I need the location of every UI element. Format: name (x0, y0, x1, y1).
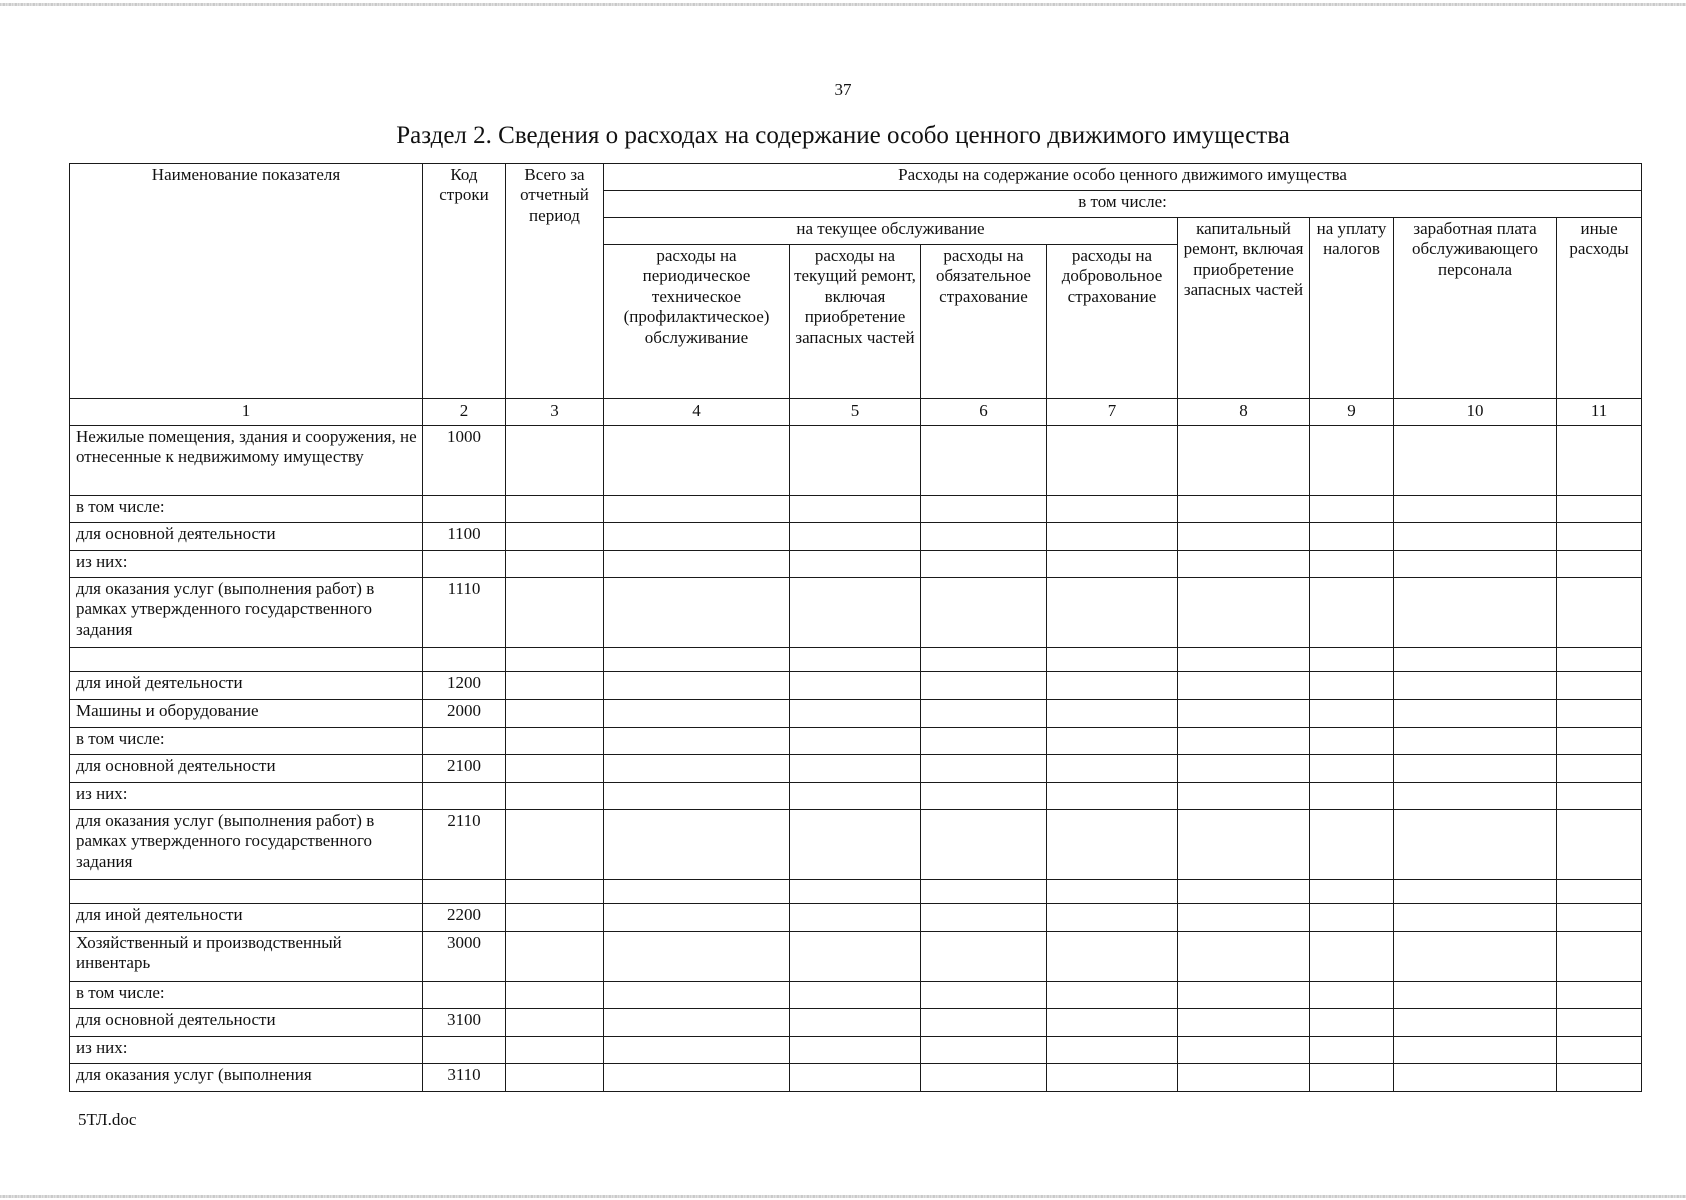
value-cell[interactable] (921, 648, 1047, 672)
value-cell[interactable] (790, 648, 921, 672)
table-row (70, 728, 1642, 755)
header-current-service: на текущее обслуживание (604, 218, 1178, 245)
value-cell[interactable] (1557, 783, 1642, 810)
value-cell[interactable] (1178, 755, 1310, 783)
value-cell[interactable] (790, 755, 921, 783)
value-cell[interactable] (1557, 1064, 1642, 1092)
value-cell[interactable] (1047, 523, 1178, 551)
value-cell[interactable] (1310, 700, 1394, 728)
indicator-name: Нежилые помещения, здания и сооружения, не отнесенные к недвижимому имуществу (70, 426, 423, 496)
indicator-name: для иной деятельности (70, 672, 423, 700)
value-cell[interactable] (1178, 672, 1310, 700)
table-row (70, 1064, 1642, 1092)
table-row (70, 810, 1642, 880)
value-cell[interactable] (506, 700, 604, 728)
value-cell[interactable] (1178, 810, 1310, 880)
value-cell[interactable] (1557, 982, 1642, 1009)
value-cell[interactable] (604, 1064, 790, 1092)
column-number: 5 (790, 399, 921, 426)
table-row (70, 672, 1642, 700)
value-cell[interactable] (604, 1009, 790, 1037)
header-col10: заработная плата обслуживающего персонала (1394, 218, 1557, 399)
column-number: 2 (423, 399, 506, 426)
indicator-name: из них: (70, 1037, 423, 1064)
value-cell[interactable] (1394, 728, 1557, 755)
value-cell[interactable] (1178, 1009, 1310, 1037)
value-cell[interactable] (1310, 648, 1394, 672)
scan-edge-bottom (0, 1195, 1686, 1198)
value-cell[interactable] (921, 932, 1047, 982)
value-cell[interactable] (1310, 755, 1394, 783)
value-cell[interactable] (921, 672, 1047, 700)
value-cell[interactable] (604, 426, 790, 496)
value-cell[interactable] (921, 496, 1047, 523)
indicator-name (70, 648, 423, 672)
value-cell[interactable] (921, 982, 1047, 1009)
row-code: 2000 (423, 700, 506, 728)
value-cell[interactable] (1178, 578, 1310, 648)
value-cell[interactable] (1557, 1009, 1642, 1037)
row-code (423, 1037, 506, 1064)
value-cell[interactable] (921, 523, 1047, 551)
indicator-name: из них: (70, 783, 423, 810)
value-cell[interactable] (1394, 880, 1557, 904)
column-number: 9 (1310, 399, 1394, 426)
value-cell[interactable] (1394, 523, 1557, 551)
table-row (70, 496, 1642, 523)
value-cell[interactable] (790, 578, 921, 648)
value-cell[interactable] (506, 932, 604, 982)
row-code (423, 728, 506, 755)
table-body (70, 426, 1642, 1092)
value-cell[interactable] (604, 672, 790, 700)
value-cell[interactable] (790, 1037, 921, 1064)
scan-edge-top (0, 3, 1686, 6)
value-cell[interactable] (506, 728, 604, 755)
column-number: 10 (1394, 399, 1557, 426)
value-cell[interactable] (921, 755, 1047, 783)
column-number: 8 (1178, 399, 1310, 426)
value-cell[interactable] (1394, 672, 1557, 700)
row-code: 1110 (423, 578, 506, 648)
indicator-name: для оказания услуг (выполнения работ) в рамках утвержденного государственного задания (70, 810, 423, 880)
value-cell[interactable] (1178, 982, 1310, 1009)
indicator-name: для иной деятельности (70, 904, 423, 932)
value-cell[interactable] (1047, 551, 1178, 578)
value-cell[interactable] (1394, 1064, 1557, 1092)
value-cell[interactable] (1557, 523, 1642, 551)
value-cell[interactable] (1047, 880, 1178, 904)
value-cell[interactable] (790, 932, 921, 982)
value-cell[interactable] (790, 700, 921, 728)
value-cell[interactable] (1557, 426, 1642, 496)
value-cell[interactable] (1310, 904, 1394, 932)
value-cell[interactable] (1557, 1037, 1642, 1064)
value-cell[interactable] (506, 672, 604, 700)
value-cell[interactable] (921, 728, 1047, 755)
value-cell[interactable] (1394, 904, 1557, 932)
value-cell[interactable] (506, 496, 604, 523)
value-cell[interactable] (1394, 1037, 1557, 1064)
row-code (423, 783, 506, 810)
value-cell[interactable] (921, 880, 1047, 904)
value-cell[interactable] (1557, 648, 1642, 672)
header-col8: капитальный ремонт, включая приобретение запасных частей (1178, 218, 1310, 399)
value-cell[interactable] (1047, 982, 1178, 1009)
value-cell[interactable] (1394, 700, 1557, 728)
table-row (70, 551, 1642, 578)
table-row (70, 880, 1642, 904)
row-code (423, 880, 506, 904)
indicator-name: для оказания услуг (выполнения работ) в рамках утвержденного государственного задания (70, 578, 423, 648)
value-cell[interactable] (1178, 523, 1310, 551)
value-cell[interactable] (790, 810, 921, 880)
value-cell[interactable] (506, 1009, 604, 1037)
value-cell[interactable] (1557, 496, 1642, 523)
value-cell[interactable] (1178, 1037, 1310, 1064)
indicator-name: для основной деятельности (70, 1009, 423, 1037)
value-cell[interactable] (1178, 932, 1310, 982)
value-cell[interactable] (604, 648, 790, 672)
expenses-table (69, 163, 1642, 1092)
value-cell[interactable] (921, 1064, 1047, 1092)
value-cell[interactable] (506, 755, 604, 783)
value-cell[interactable] (1310, 1009, 1394, 1037)
value-cell[interactable] (1047, 810, 1178, 880)
row-code: 1200 (423, 672, 506, 700)
table-row (70, 982, 1642, 1009)
value-cell[interactable] (1310, 496, 1394, 523)
value-cell[interactable] (790, 1064, 921, 1092)
value-cell[interactable] (1178, 496, 1310, 523)
indicator-name: для основной деятельности (70, 523, 423, 551)
value-cell[interactable] (1557, 672, 1642, 700)
value-cell[interactable] (1557, 551, 1642, 578)
table-row (70, 932, 1642, 982)
value-cell[interactable] (1394, 496, 1557, 523)
value-cell[interactable] (790, 1009, 921, 1037)
value-cell[interactable] (790, 523, 921, 551)
column-number: 3 (506, 399, 604, 426)
value-cell[interactable] (1047, 755, 1178, 783)
row-code: 2100 (423, 755, 506, 783)
column-number: 11 (1557, 399, 1642, 426)
value-cell[interactable] (1557, 932, 1642, 982)
value-cell[interactable] (921, 426, 1047, 496)
value-cell[interactable] (506, 904, 604, 932)
value-cell[interactable] (1178, 880, 1310, 904)
row-code: 2110 (423, 810, 506, 880)
value-cell[interactable] (1047, 426, 1178, 496)
value-cell[interactable] (1047, 932, 1178, 982)
value-cell[interactable] (1047, 904, 1178, 932)
value-cell[interactable] (1394, 578, 1557, 648)
value-cell[interactable] (604, 982, 790, 1009)
header-col11: иные расходы (1557, 218, 1642, 399)
value-cell[interactable] (921, 783, 1047, 810)
value-cell[interactable] (1557, 810, 1642, 880)
indicator-name: из них: (70, 551, 423, 578)
value-cell[interactable] (506, 578, 604, 648)
value-cell[interactable] (1394, 932, 1557, 982)
row-code: 2200 (423, 904, 506, 932)
value-cell[interactable] (1557, 578, 1642, 648)
column-number: 6 (921, 399, 1047, 426)
indicator-name: для оказания услуг (выполнения (70, 1064, 423, 1092)
value-cell[interactable] (790, 880, 921, 904)
indicator-name: в том числе: (70, 496, 423, 523)
value-cell[interactable] (1310, 982, 1394, 1009)
table-row (70, 904, 1642, 932)
value-cell[interactable] (921, 1009, 1047, 1037)
value-cell[interactable] (1394, 810, 1557, 880)
row-code: 3100 (423, 1009, 506, 1037)
value-cell[interactable] (1310, 1064, 1394, 1092)
value-cell[interactable] (921, 904, 1047, 932)
value-cell[interactable] (1394, 755, 1557, 783)
table-row (70, 523, 1642, 551)
value-cell[interactable] (604, 755, 790, 783)
value-cell[interactable] (1310, 728, 1394, 755)
value-cell[interactable] (604, 551, 790, 578)
value-cell[interactable] (506, 880, 604, 904)
value-cell[interactable] (1394, 1009, 1557, 1037)
value-cell[interactable] (921, 1037, 1047, 1064)
value-cell[interactable] (506, 551, 604, 578)
value-cell[interactable] (1310, 551, 1394, 578)
value-cell[interactable] (506, 810, 604, 880)
value-cell[interactable] (1310, 523, 1394, 551)
header-col5: расходы на текущий ремонт, включая приобретение запасных частей (790, 245, 921, 399)
value-cell[interactable] (506, 426, 604, 496)
row-code: 1000 (423, 426, 506, 496)
table-row (70, 700, 1642, 728)
value-cell[interactable] (1047, 672, 1178, 700)
value-cell[interactable] (1394, 982, 1557, 1009)
value-cell[interactable] (1310, 672, 1394, 700)
value-cell[interactable] (1047, 700, 1178, 728)
header-total: Всего за отчетный период (506, 164, 604, 399)
row-code (423, 982, 506, 1009)
value-cell[interactable] (1178, 1064, 1310, 1092)
value-cell[interactable] (1557, 880, 1642, 904)
value-cell[interactable] (790, 982, 921, 1009)
value-cell[interactable] (506, 783, 604, 810)
row-code: 1100 (423, 523, 506, 551)
value-cell[interactable] (1310, 578, 1394, 648)
value-cell[interactable] (1310, 783, 1394, 810)
value-cell[interactable] (506, 1037, 604, 1064)
value-cell[interactable] (604, 880, 790, 904)
value-cell[interactable] (1557, 700, 1642, 728)
header-including: в том числе: (604, 191, 1642, 218)
indicator-name: Машины и оборудование (70, 700, 423, 728)
value-cell[interactable] (921, 700, 1047, 728)
table-row (70, 1037, 1642, 1064)
value-cell[interactable] (1178, 904, 1310, 932)
indicator-name: в том числе: (70, 982, 423, 1009)
value-cell[interactable] (506, 982, 604, 1009)
value-cell[interactable] (604, 932, 790, 982)
value-cell[interactable] (790, 904, 921, 932)
value-cell[interactable] (1310, 1037, 1394, 1064)
table-row (70, 1009, 1642, 1037)
value-cell[interactable] (1047, 728, 1178, 755)
value-cell[interactable] (1310, 810, 1394, 880)
table-row (70, 578, 1642, 648)
value-cell[interactable] (790, 783, 921, 810)
column-number: 4 (604, 399, 790, 426)
value-cell[interactable] (1178, 728, 1310, 755)
header-expenses: Расходы на содержание особо ценного движимого имущества (604, 164, 1642, 191)
row-code (423, 648, 506, 672)
indicator-name: для основной деятельности (70, 755, 423, 783)
row-code (423, 496, 506, 523)
value-cell[interactable] (604, 810, 790, 880)
value-cell[interactable] (1310, 880, 1394, 904)
value-cell[interactable] (604, 904, 790, 932)
value-cell[interactable] (604, 496, 790, 523)
value-cell[interactable] (1047, 496, 1178, 523)
table-row (70, 426, 1642, 496)
header-code: Код строки (423, 164, 506, 399)
value-cell[interactable] (921, 551, 1047, 578)
value-cell[interactable] (506, 1064, 604, 1092)
value-cell[interactable] (1310, 932, 1394, 982)
value-cell[interactable] (604, 700, 790, 728)
indicator-name: Хозяйственный и производственный инвентарь (70, 932, 423, 982)
value-cell[interactable] (1394, 551, 1557, 578)
header-col9: на уплату налогов (1310, 218, 1394, 399)
value-cell[interactable] (506, 648, 604, 672)
header-name: Наименование показателя (70, 164, 423, 399)
section-title: Раздел 2. Сведения о расходах на содержание особо ценного движимого имущества (396, 122, 1290, 149)
value-cell[interactable] (1047, 783, 1178, 810)
value-cell[interactable] (604, 728, 790, 755)
table-row (70, 783, 1642, 810)
value-cell[interactable] (790, 551, 921, 578)
value-cell[interactable] (1557, 755, 1642, 783)
value-cell[interactable] (1178, 783, 1310, 810)
value-cell[interactable] (790, 426, 921, 496)
value-cell[interactable] (1047, 648, 1178, 672)
value-cell[interactable] (1310, 426, 1394, 496)
table-row (70, 648, 1642, 672)
value-cell[interactable] (1394, 648, 1557, 672)
indicator-name: в том числе: (70, 728, 423, 755)
value-cell[interactable] (1557, 728, 1642, 755)
value-cell[interactable] (604, 523, 790, 551)
value-cell[interactable] (1047, 1064, 1178, 1092)
column-number: 7 (1047, 399, 1178, 426)
value-cell[interactable] (790, 728, 921, 755)
value-cell[interactable] (1178, 648, 1310, 672)
row-code (423, 551, 506, 578)
page-number: 37 (834, 80, 852, 99)
value-cell[interactable] (604, 1037, 790, 1064)
value-cell[interactable] (1178, 700, 1310, 728)
value-cell[interactable] (1047, 1037, 1178, 1064)
row-code: 3110 (423, 1064, 506, 1092)
header-col7: расходы на добровольное страхование (1047, 245, 1178, 399)
indicator-name (70, 880, 423, 904)
header-col4: расходы на периодическое техническое (профилактическое) обслуживание (604, 245, 790, 399)
value-cell[interactable] (1178, 426, 1310, 496)
value-cell[interactable] (1178, 551, 1310, 578)
value-cell[interactable] (1394, 426, 1557, 496)
value-cell[interactable] (506, 523, 604, 551)
value-cell[interactable] (921, 810, 1047, 880)
value-cell[interactable] (604, 578, 790, 648)
column-number: 1 (70, 399, 423, 426)
header-col6: расходы на обязательное страхование (921, 245, 1047, 399)
value-cell[interactable] (604, 783, 790, 810)
value-cell[interactable] (790, 496, 921, 523)
value-cell[interactable] (790, 672, 921, 700)
value-cell[interactable] (1557, 904, 1642, 932)
row-code: 3000 (423, 932, 506, 982)
value-cell[interactable] (1394, 783, 1557, 810)
footer-filename: 5ТЛ.doc (78, 1110, 137, 1129)
value-cell[interactable] (1047, 578, 1178, 648)
value-cell[interactable] (1047, 1009, 1178, 1037)
value-cell[interactable] (921, 578, 1047, 648)
table-row (70, 755, 1642, 783)
